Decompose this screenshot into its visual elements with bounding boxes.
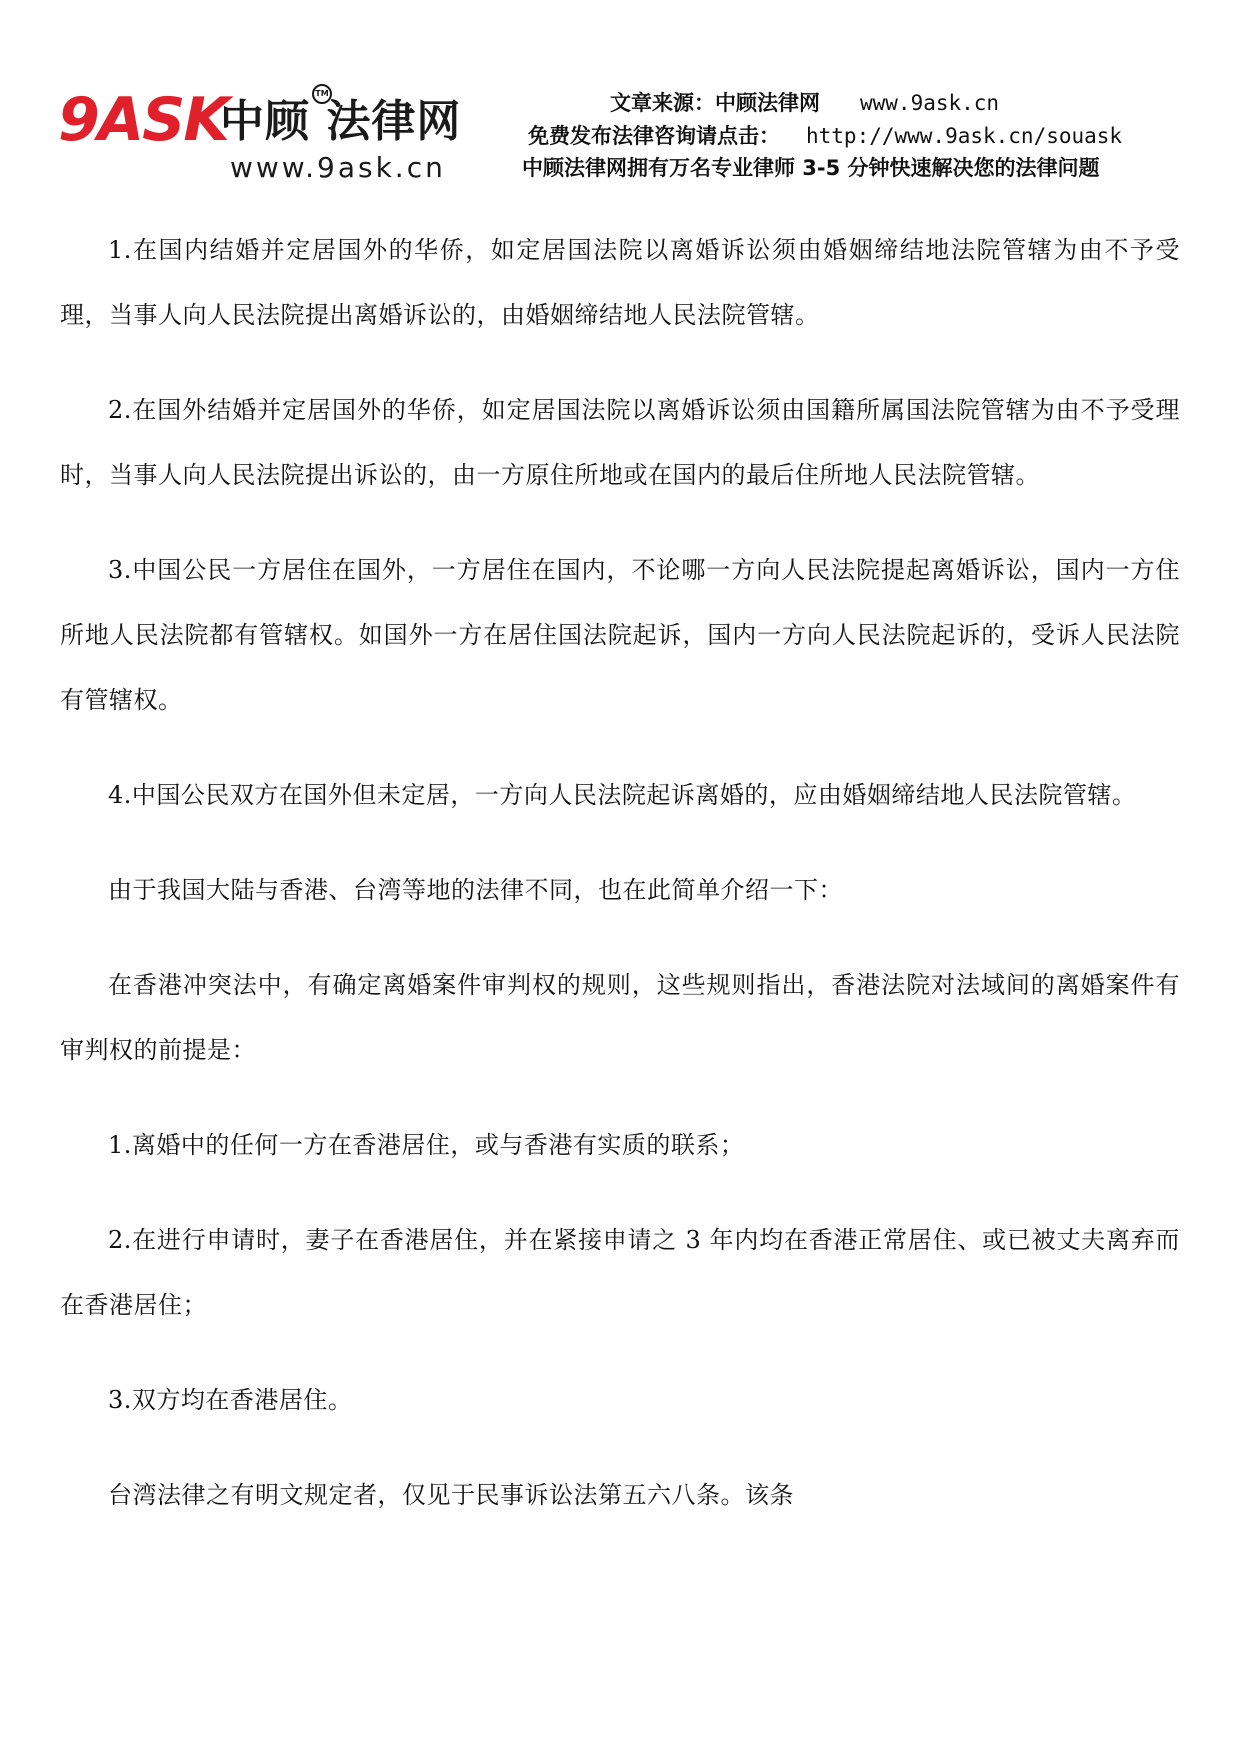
consult-line (528, 123, 1122, 149)
article-paragraph: 3.双方均在香港居住。 (108, 1386, 353, 1414)
article-paragraph: 1.离婚中的任何一方在香港居住，或与香港有实质的联系； (108, 1131, 745, 1159)
article-paragraph: 台湾法律之有明文规定者，仅见于民事诉讼法第五六八条。该条 (108, 1481, 794, 1509)
trademark-icon: TM (312, 84, 332, 104)
consult-url-link[interactable]: http://www.9ask.cn/souask (806, 124, 1123, 148)
article-source-line (610, 90, 999, 116)
logo-url: www.9ask.cn (230, 151, 446, 184)
consult-label: 免费发布法律咨询请点击： (528, 124, 780, 148)
article-paragraph: 3.中国公民一方居住在国外，一方居住在国内，不论哪一方向人民法院提起离婚诉讼，国内一方住所地人民法院都有管辖权。如国外一方在居住国法院起诉，国内一方向人民法院起诉的，受诉人民法院有管辖权。 (60, 556, 1180, 714)
article-paragraph: 在香港冲突法中，有确定离婚案件审判权的规则，这些规则指出，香港法院对法域间的离婚案件有审判权的前提是： (60, 971, 1180, 1064)
article-paragraph: 1.在国内结婚并定居国外的华侨，如定居国法院以离婚诉讼须由婚姻缔结地法院管辖为由不予受理，当事人向人民法院提出离婚诉讼的，由婚姻缔结地人民法院管辖。 (60, 236, 1180, 329)
site-logo[interactable] (58, 84, 478, 184)
page-header (0, 0, 1241, 200)
article-paragraph: 2.在进行申请时，妻子在香港居住，并在紧接申请之 3 年内均在香港正常居住、或已被丈夫离弃而在香港居住； (60, 1226, 1180, 1319)
logo-site-name: 中顾 法律网 (220, 96, 462, 147)
article-paragraph: 4.中国公民双方在国外但未定居，一方向人民法院起诉离婚的，应由婚姻缔结地人民法院管辖。 (108, 781, 1137, 809)
article-body (60, 218, 1180, 1558)
source-url-link[interactable]: www.9ask.cn (860, 91, 1000, 115)
logo-brand-mark: 9ASK (58, 85, 228, 155)
site-tagline: 中顾法律网拥有万名专业律师 3-5 分钟快速解决您的法律问题 (522, 156, 1100, 180)
source-label: 文章来源：中顾法律网 (610, 91, 820, 115)
article-paragraph: 2.在国外结婚并定居国外的华侨，如定居国法院以离婚诉讼须由国籍所属国法院管辖为由不予受理时，当事人向人民法院提出诉讼的，由一方原住所地或在国内的最后住所地人民法院管辖。 (60, 396, 1180, 489)
article-paragraph: 由于我国大陆与香港、台湾等地的法律不同，也在此简单介绍一下： (108, 876, 843, 904)
